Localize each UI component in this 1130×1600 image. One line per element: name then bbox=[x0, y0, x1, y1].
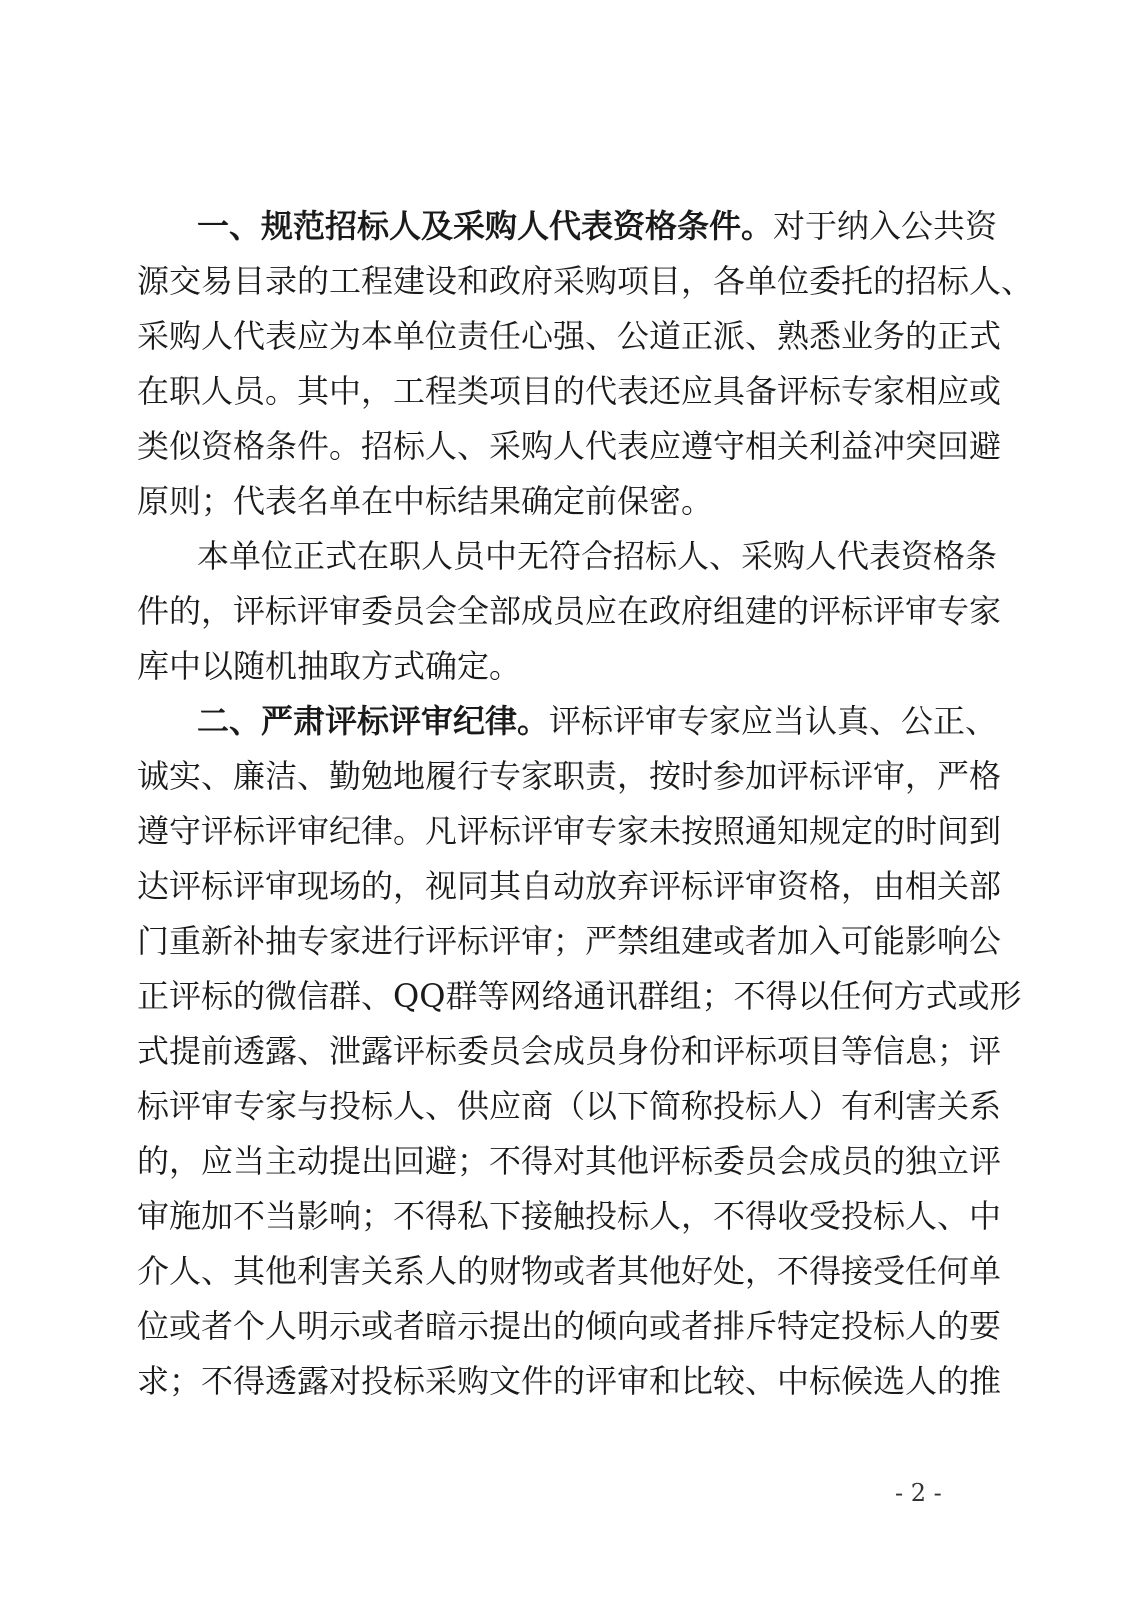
paragraph-3-line-6: 正评标的微信群、QQ群等网络通讯群组；不得以任何方式或形 bbox=[137, 977, 1022, 1015]
paragraph-3-line-1 bbox=[197, 697, 998, 745]
paragraph-3-line-10: 审施加不当影响；不得私下接触投标人，不得收受投标人、中 bbox=[137, 1197, 1002, 1235]
paragraph-1-text: 对于纳入公共资 bbox=[773, 207, 998, 245]
paragraph-1-line-4: 在职人员。其中，工程类项目的代表还应具备评标专家相应或 bbox=[137, 372, 1002, 410]
paragraph-3-line-9: 的，应当主动提出回避；不得对其他评标委员会成员的独立评 bbox=[137, 1142, 1002, 1180]
paragraph-3-line-8: 标评审专家与投标人、供应商（以下简称投标人）有利害关系 bbox=[137, 1087, 1002, 1125]
paragraph-1-line-3: 采购人代表应为本单位责任心强、公道正派、熟悉业务的正式 bbox=[137, 317, 1002, 355]
paragraph-1-line-6: 原则；代表名单在中标结果确定前保密。 bbox=[137, 482, 714, 520]
paragraph-1-line-1 bbox=[197, 202, 998, 250]
section-heading-2: 二、严肃评标评审纪律。 bbox=[197, 702, 550, 740]
section-heading-1: 一、规范招标人及采购人代表资格条件。 bbox=[197, 207, 774, 245]
paragraph-3-line-4: 达评标评审现场的，视同其自动放弃评标评审资格，由相关部 bbox=[137, 867, 1002, 905]
paragraph-3-line-7: 式提前透露、泄露评标委员会成员身份和评标项目等信息；评 bbox=[137, 1032, 1002, 1070]
paragraph-2-line-2: 件的，评标评审委员会全部成员应在政府组建的评标评审专家 bbox=[137, 592, 1002, 630]
paragraph-3-text: 评标评审专家应当认真、公正、 bbox=[549, 702, 998, 740]
paragraph-3-line-13: 求；不得透露对投标采购文件的评审和比较、中标候选人的推 bbox=[137, 1362, 1002, 1400]
paragraph-1-line-5: 类似资格条件。招标人、采购人代表应遵守相关利益冲突回避 bbox=[137, 427, 1002, 465]
paragraph-3-line-11: 介人、其他利害关系人的财物或者其他好处，不得接受任何单 bbox=[137, 1252, 1002, 1290]
paragraph-2-line-1: 本单位正式在职人员中无符合招标人、采购人代表资格条 bbox=[197, 537, 998, 575]
paragraph-3-line-12: 位或者个人明示或者暗示提出的倾向或者排斥特定投标人的要 bbox=[137, 1307, 1002, 1345]
paragraph-3-line-3: 遵守评标评审纪律。凡评标评审专家未按照通知规定的时间到 bbox=[137, 812, 1002, 850]
paragraph-3-line-5: 门重新补抽专家进行评标评审；严禁组建或者加入可能影响公 bbox=[137, 922, 1002, 960]
paragraph-1-line-2: 源交易目录的工程建设和政府采购项目，各单位委托的招标人、 bbox=[137, 262, 1034, 300]
page-number: - 2 - bbox=[895, 1479, 942, 1507]
paragraph-2-line-3: 库中以随机抽取方式确定。 bbox=[137, 647, 522, 685]
paragraph-3-line-2: 诚实、廉洁、勤勉地履行专家职责，按时参加评标评审，严格 bbox=[137, 757, 1002, 795]
